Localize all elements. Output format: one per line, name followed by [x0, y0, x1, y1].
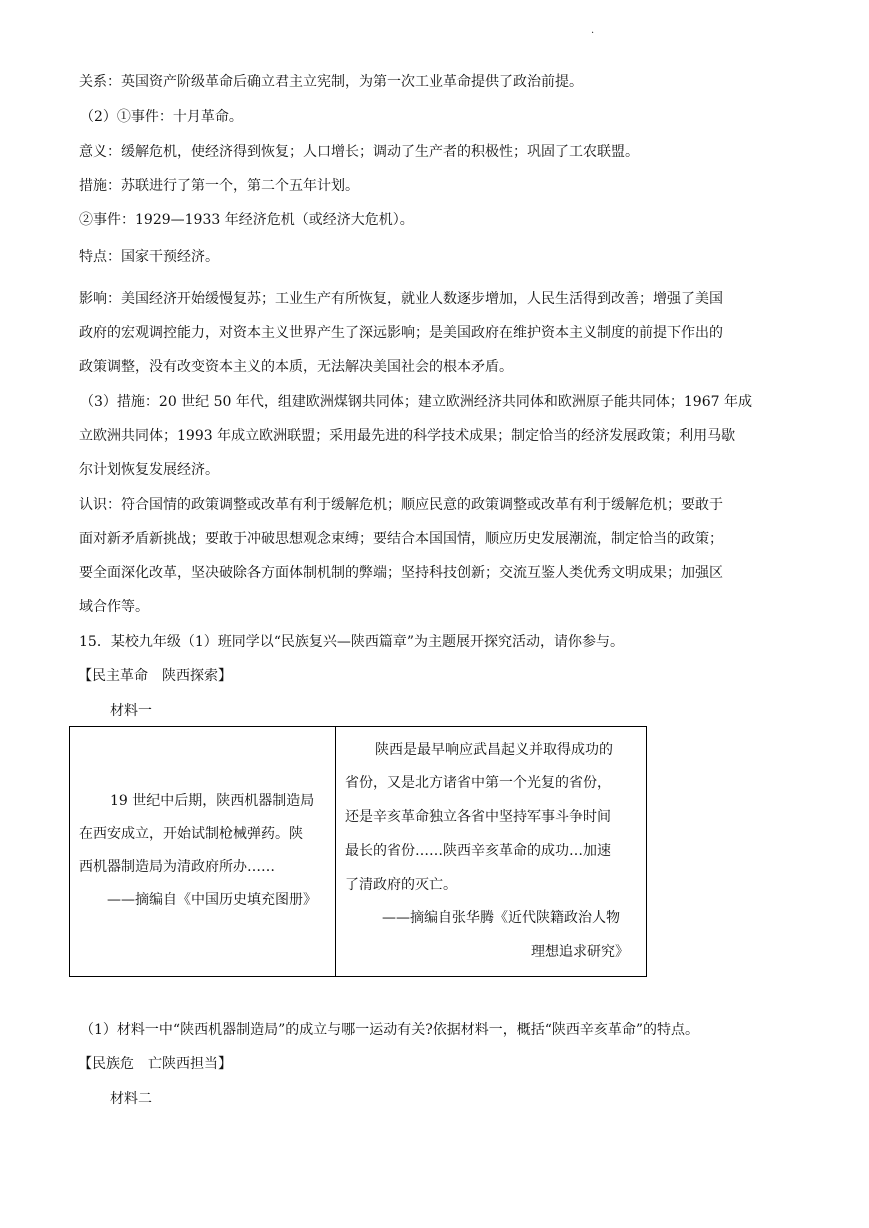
answer-line: ②事件：1929—1933 年经济危机（或经济大危机）。 [79, 212, 414, 228]
material-1-left-source: ——摘编自《中国历史填充图册》 [107, 892, 317, 908]
material-1-right-line: 省份，又是北方诸省中第一个光复的省份， [345, 775, 611, 791]
answer-line: 意义：缓解危机，使经济得到恢复；人口增长；调动了生产者的积极性；巩固了工农联盟。 [79, 144, 639, 160]
answer-line: 面对新矛盾新挑战；要敢于冲破思想观念束缚；要结合本国国情，顺应历史发展潮流，制定恰当的政策； [79, 531, 723, 547]
material-1-right-cell [336, 727, 647, 977]
material-1-right-source: ——摘编自张华腾《近代陕籍政治人物 [382, 910, 620, 926]
question-15-stem: 15．某校九年级（1）班同学以“民族复兴—陕西篇章”为主题展开探究活动，请你参与。 [79, 634, 625, 650]
answer-line: 尔计划恢复发展经济。 [79, 462, 219, 478]
material-1-right-line: 陕西是最早响应武昌起义并取得成功的 [375, 742, 613, 758]
answer-line: 域合作等。 [79, 599, 149, 615]
answer-line: 影响：美国经济开始缓慢复苏；工业生产有所恢复，就业人数逐步增加，人民生活得到改善；增强了美国 [79, 291, 723, 307]
question-1: （1）材料一中“陕西机器制造局”的成立与哪一运动有关?依据材料一，概括“陕西辛亥革命”的特点。 [80, 1022, 700, 1038]
material-1-label: 材料一 [110, 703, 152, 719]
answer-line: 政策调整，没有改变资本主义的本质，无法解决美国社会的根本矛盾。 [79, 359, 513, 375]
material-1-left-cell [70, 727, 336, 977]
answer-line: 要全面深化改革，坚决破除各方面体制机制的弊端；坚持科技创新；交流互鉴人类优秀文明成果；加强区 [79, 565, 723, 581]
answer-line: 认识：符合国情的政策调整或改革有利于缓解危机；顺应民意的政策调整或改革有利于缓解危机；要敢于 [79, 497, 723, 513]
section-heading-democratic-revolution: 【民主革命 陕西探索】 [78, 668, 232, 684]
section-heading-national-crisis: 【民族危 亡陕西担当】 [78, 1056, 232, 1072]
header-mark: · [591, 28, 595, 39]
answer-line: 关系：英国资产阶级革命后确立君主立宪制，为第一次工业革命提供了政治前提。 [79, 74, 583, 90]
answer-line: （2）①事件：十月革命。 [80, 109, 243, 125]
material-1-left-line: 西机器制造局为清政府所办…… [79, 859, 275, 875]
material-1-right-line: 还是辛亥革命独立各省中坚持军事斗争时间 [345, 809, 611, 825]
material-1-left-line: 19 世纪中后期，陕西机器制造局 [110, 793, 315, 809]
answer-line: 措施：苏联进行了第一个，第二个五年计划。 [79, 178, 359, 194]
answer-line: 政府的宏观调控能力，对资本主义世界产生了深远影响；是美国政府在维护资本主义制度的前提下作出的 [79, 325, 723, 341]
material-2-label: 材料二 [110, 1091, 152, 1107]
material-1-left-line: 在西安成立，开始试制枪械弹药。陕 [79, 826, 303, 842]
answer-line: 立欧洲共同体；1993 年成立欧洲联盟；采用最先进的科学技术成果；制定恰当的经济发展政策；利用马歇 [79, 428, 736, 444]
material-1-right-line: 最长的省份……陕西辛亥革命的成功…加速 [345, 843, 611, 859]
material-1-right-source: 理想追求研究》 [531, 944, 629, 960]
material-1-right-line: 了清政府的灭亡。 [345, 877, 457, 893]
material-1-table [69, 726, 647, 977]
answer-line: 特点：国家干预经济。 [79, 249, 219, 265]
answer-line: （3）措施：20 世纪 50 年代，组建欧洲煤钢共同体；建立欧洲经济共同体和欧洲原子能共同体；1967 年成 [80, 394, 752, 410]
